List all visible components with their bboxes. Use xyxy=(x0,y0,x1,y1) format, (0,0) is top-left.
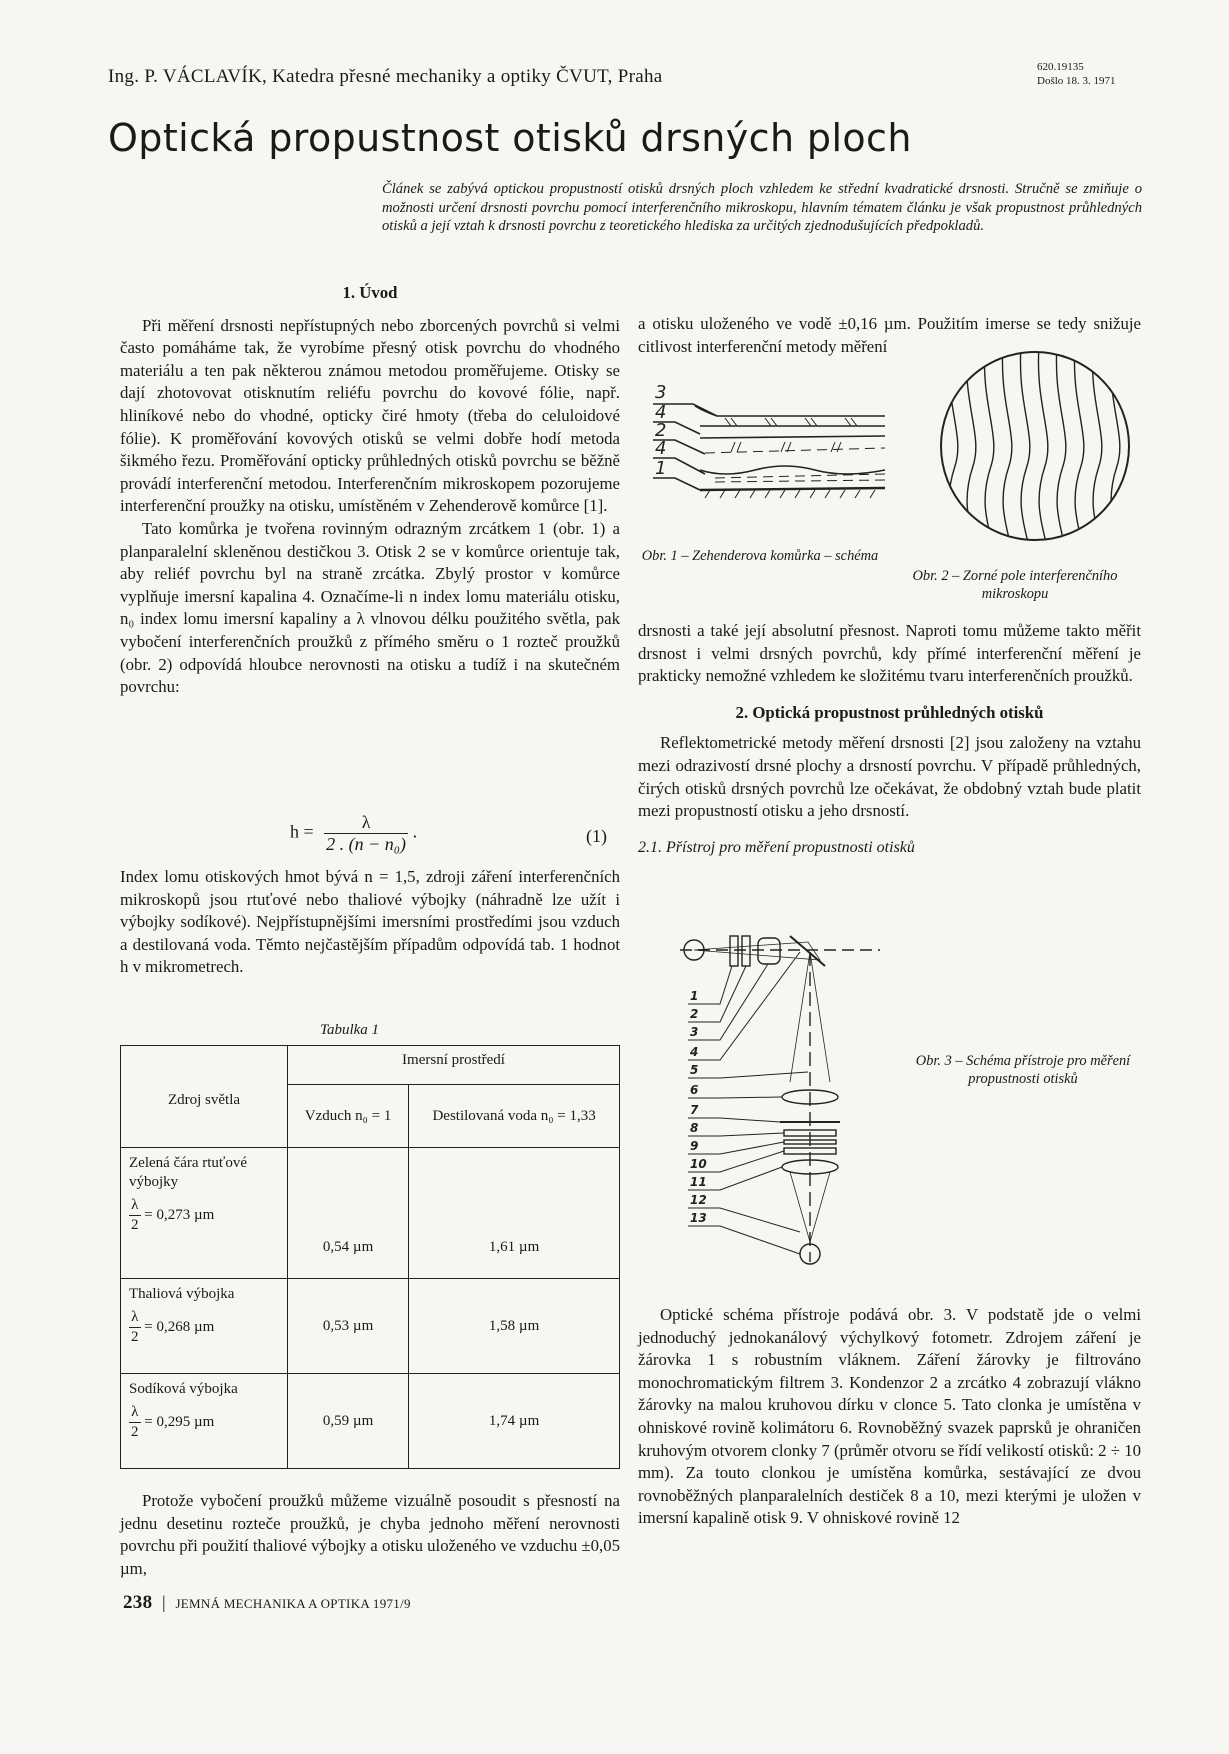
imprint-top xyxy=(700,436,885,438)
subsection-heading: 2.1. Přístroj pro měření propustnosti otisků xyxy=(638,838,915,856)
paragraph: Index lomu otiskových hmot bývá n = 1,5, zdroji záření interferenčních mikroskopů jsou rtuťové nebo thaliové výbojky (náhradně lze užít i výbojky sodíkové). Nejpřístupnějšími imersními prostředími jsou vzduch a destilovaná voda. Těmto nejčastějším případům odpovídá tab. 1 hodnot h v mikrometrech. xyxy=(120,867,620,977)
fig3-label: 11 xyxy=(690,1175,707,1189)
table-row xyxy=(121,1279,620,1374)
fig3-label: 13 xyxy=(690,1211,707,1225)
section-heading-1: 1. Úvod xyxy=(342,283,398,302)
equation-numerator: λ xyxy=(324,812,408,834)
figure-2-caption: Obr. 2 – Zorné pole interferenčního mikroskopu xyxy=(912,568,1118,602)
equation-denominator: 2 . (n − n₀) xyxy=(326,834,407,854)
fig3-label: 6 xyxy=(690,1083,699,1097)
fringe-lines xyxy=(948,346,1119,546)
paragraph: drsnosti a také její absolutní přesnost. Naproti tomu můžeme takto měřit drsnost i velmi drsných povrchů, kdy přímé interferenční měření je prakticky nemožné vzhledem ke složitému tvaru interferenčních proužků. xyxy=(638,621,1141,686)
fig3-label: 4 xyxy=(690,1045,699,1059)
fig1-label: 1 xyxy=(655,458,667,479)
page-footer: 238 | JEMNÁ MECHANIKA A OPTIKA 1971/9 xyxy=(123,1592,411,1613)
table-caption: Tabulka 1 xyxy=(320,1022,380,1038)
imprint-relief xyxy=(700,466,885,474)
received-date: Došlo 18. 3. 1971 xyxy=(1037,75,1116,87)
figure-1-caption: Obr. 1 – Zehenderova komůrka – schéma xyxy=(641,548,879,564)
table-cell-source: Thaliová výbojka $\frac{\lambda}{2}$ = 0,268 µm xyxy=(121,1279,288,1374)
table-header-water: Destilovaná voda n₀ = 1,33 xyxy=(409,1085,620,1148)
equation-number: (1) xyxy=(586,826,607,846)
paragraph: Při měření drsnosti nepřístupných nebo zborcených povrchů si velmi často pomáháme tak, že vyrobíme přesný otisk povrchu do vhodného materiálu a ten pak některou známou metodou proměřujeme. Otisky se dají zhotovovat otisknutím reliéfu povrchu do kovové fólie, např. hliníkové nebo do vhodné, opticky čiré hmoty (třeba do celuloidové fólie). K proměřování kovových otisků se velmi dobře hodí metoda šikmého řezu. Proměřování opticky průhledných otisků povrchu se běžně provádí interferenční metodou. Interferenčním mikroskopem pozorujeme interferenční proužky na otisku, umístěném v Zehenderově komůrce [1]. xyxy=(120,315,620,516)
fig3-label: 7 xyxy=(690,1103,699,1117)
paragraph: a otisku uloženého ve vodě ±0,16 µm. Použitím imerse se tedy snižuje citlivost interferenční metody měření xyxy=(638,314,1141,356)
fig1-label: 2 xyxy=(655,420,667,441)
section-heading-2: 2. Optická propustnost průhledných otisků xyxy=(735,702,1044,722)
fig3-label: 10 xyxy=(690,1157,707,1171)
fig1-label: 4 xyxy=(655,438,667,459)
table-row xyxy=(121,1374,620,1469)
table-cell-water: 1,74 µm xyxy=(409,1374,620,1469)
table-cell-source: Sodíková výbojka $\frac{\lambda}{2}$ = 0,295 µm xyxy=(121,1374,288,1469)
paragraph: Protože vybočení proužků můžeme vizuálně posoudit s přesností na jednu desetinu rozteče proužků, je chyba jednoho měření nerovnosti povrchu při použití thaliové výbojky a otisku uloženého ve vzduchu ±0,05 µm, xyxy=(120,1491,620,1578)
figure-2-fringes xyxy=(935,346,1135,546)
right-column-bottom xyxy=(638,1304,1141,1530)
equation-fraction xyxy=(324,812,408,855)
left-column-top xyxy=(120,282,620,699)
glass-plate-top xyxy=(695,406,885,416)
journal-name: JEMNÁ MECHANIKA A OPTIKA 1971/9 xyxy=(175,1596,411,1611)
figure-3-caption: Obr. 3 – Schéma přístroje pro měření propustnosti otisků xyxy=(915,1053,1131,1087)
fig3-label: 2 xyxy=(690,1007,699,1021)
article-title: Optická propustnost otisků drsných ploch xyxy=(108,116,912,160)
table-header-medium: Imersní prostředí xyxy=(288,1046,620,1085)
table-cell-air: 0,54 µm xyxy=(288,1148,409,1279)
table-cell-air: 0,59 µm xyxy=(288,1374,409,1469)
mirror-4 xyxy=(790,936,825,966)
table-header-source: Zdroj světla xyxy=(121,1046,288,1148)
author-line: Ing. P. VÁCLAVÍK, Katedra přesné mechaniky a optiky ČVUT, Praha xyxy=(108,66,663,87)
figure-1-zehender-cell xyxy=(645,378,890,528)
fig1-label: 4 xyxy=(655,402,667,423)
left-column-bottom xyxy=(120,1490,620,1580)
paragraph: Reflektometrické metody měření drsnosti [2] jsou založeny na vztahu mezi odrazivostí drsné plochy a drsností povrchu. V případě průhledných, čirých otisků drsných povrchů lze očekávat, že obdobný vztah bude platit mezi propustností otisku a jeho drsností. xyxy=(638,733,1141,821)
table-cell-water: 1,58 µm xyxy=(409,1279,620,1374)
fig3-label: 1 xyxy=(690,989,699,1003)
fig3-label: 9 xyxy=(690,1139,699,1153)
right-column-mid xyxy=(638,620,1141,859)
page-number: 238 xyxy=(123,1592,153,1613)
table-cell-air: 0,53 µm xyxy=(288,1279,409,1374)
fig3-label: 12 xyxy=(690,1193,707,1207)
fig1-label: 3 xyxy=(655,382,667,403)
paragraph: Tato komůrka je tvořena rovinným odrazným zrcátkem 1 (obr. 1) a planparalelní skleněnou destičkou 3. Otisk 2 se v komůrce orientuje tak, aby reliéf povrchu byl na straně zrcátka. Zbylý prostor v komůrce vyplňuje imersní kapalina 4. Označíme-li n index lomu materiálu otisku, n₀ index lomu imersní kapaliny a λ vlnovou délku použitého světla, pak vybočení interferenčních proužků z přímého směru o 1 rozteč proužků (obr. 2) odpovídá hloubce nerovnosti na otisku a tudíž i na skutečném povrchu: xyxy=(120,518,620,697)
figure-3-instrument xyxy=(680,922,890,1282)
left-column-mid xyxy=(120,866,620,979)
paragraph: Optické schéma přístroje podává obr. 3. V podstatě jde o velmi jednoduchý jednokanálový výchylkový fotometr. Zdrojem záření je žárovka 1 s robustním vláknem. Záření žárovky je filtrováno monochromatickým filtrem 3. Kondenzor 2 a zrcátko 4 zobrazují vlákno žárovky na malou kruhovou dírku v clonce 5. Tato clonka je umístěna v ohniskové rovině kolimátoru 6. Rovnoběžný svazek paprsků je ohraničen kruhovým otvorem clonky 7 (průměr otvoru se řídí velikostí otisků: 2 ÷ 10 mm). Za touto clonkou je umístěna komůrka, sestávající ze dvou rovnoběžných planparalelních destiček 8 a 10, mezi kterými je uložen v imersní kapalině otisk 9. V ohniskové rovině 12 xyxy=(638,1305,1141,1528)
table-row xyxy=(121,1148,620,1279)
udc-code: 620.19135 xyxy=(1037,61,1084,73)
fig3-label: 5 xyxy=(690,1063,699,1077)
fig3-label: 3 xyxy=(690,1025,699,1039)
table-header-air: Vzduch n₀ = 1 xyxy=(288,1085,409,1148)
table-cell-source: Zelená čára rtuťové výbojky $\frac{\lambda}{2}$ = 0,273 µm xyxy=(121,1148,288,1279)
fig3-label: 8 xyxy=(690,1121,699,1135)
field-of-view-circle xyxy=(941,352,1129,540)
equation-dot: . xyxy=(412,821,418,842)
mirror xyxy=(700,488,885,490)
table-1 xyxy=(120,1045,620,1469)
equation-lhs: h = xyxy=(290,821,314,842)
table-cell-water: 1,61 µm xyxy=(409,1148,620,1279)
abstract: Článek se zabývá optickou propustností otisků drsných ploch vzhledem ke střední kvadratické drsnosti. Stručně se zmiňuje o možnosti určení drsnosti povrchu pomocí interferenčního mikroskopu, hlavním tématem článku je však propustnost průhledných otisků a její vztah k drsnosti povrchu z teoretického hlediska za určitých zjednodušujících předpokladů. xyxy=(382,181,1142,234)
filter xyxy=(758,938,780,964)
condenser xyxy=(730,936,738,966)
equation-1 xyxy=(290,812,417,855)
article-meta xyxy=(1037,60,1116,88)
